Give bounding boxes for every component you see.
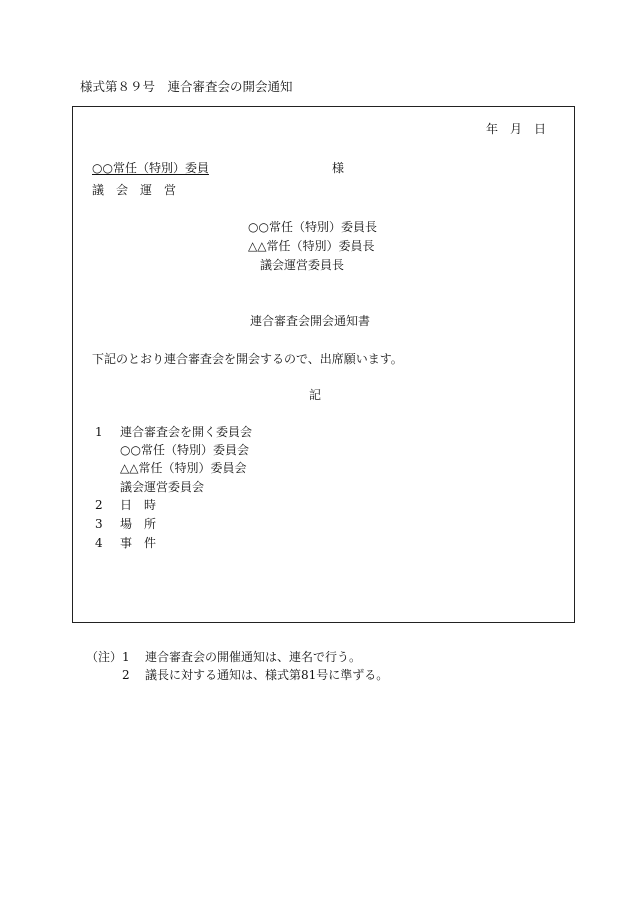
item-text: 場 所: [120, 517, 157, 531]
item-text: 事 件: [120, 536, 157, 550]
item-text: 連合審査会を開く委員会: [120, 425, 253, 439]
note-number: 1: [122, 650, 130, 664]
item-text: 日 時: [120, 498, 157, 512]
item-text: 議会運営委員会: [120, 480, 205, 494]
addressee-committee: ○○常任（特別）委員: [92, 161, 209, 175]
sender-line-1: ○○常任（特別）委員長: [248, 220, 377, 234]
addressee: [92, 162, 209, 174]
item-number: 1: [95, 425, 103, 439]
item-text: ○○常任（特別）委員会: [120, 443, 249, 457]
form-title: 様式第８９号 連合審査会の開会通知: [80, 79, 293, 94]
item-number: 3: [95, 517, 103, 531]
item-text: △△常任（特別）委員会: [120, 461, 247, 475]
note-label: （注）: [86, 650, 123, 664]
sender-line-2: △△常任（特別）委員長: [248, 239, 375, 253]
honorific-sama: 様: [332, 161, 345, 175]
note-number: 2: [122, 668, 130, 682]
note-text: 連合審査会の開催通知は、連名で行う。: [145, 650, 362, 664]
document-title: 連合審査会開会通知書: [250, 314, 371, 328]
date-line: 年 月 日: [486, 122, 547, 136]
item-number: 4: [95, 536, 103, 550]
body-text: 下記のとおり連合審査会を開会するので、出席願います。: [92, 352, 403, 366]
item-number: 2: [95, 498, 103, 512]
sender-line-3: 議会運営委員長: [260, 258, 345, 272]
ki-marker: 記: [309, 388, 322, 402]
addressee-council-management: 議 会 運 営: [92, 183, 177, 197]
note-text: 議長に対する通知は、様式第81号に準ずる。: [145, 668, 389, 682]
